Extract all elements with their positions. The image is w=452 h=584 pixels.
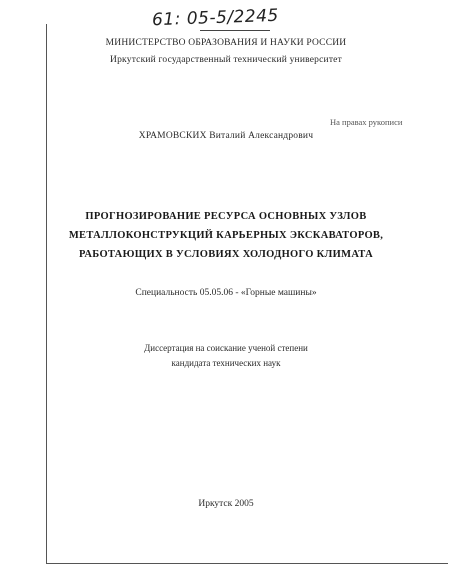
dissertation-line-1: Диссертация на соискание ученой степени	[144, 343, 308, 353]
stamp-underline	[200, 30, 270, 31]
scan-border-bottom	[46, 563, 448, 564]
ministry-heading: МИНИСТЕРСТВО ОБРАЗОВАНИЯ И НАУКИ РОССИИ	[105, 38, 347, 48]
title-line-2: МЕТАЛЛОКОНСТРУКЦИЙ КАРЬЕРНЫХ ЭКСКАВАТОРОВ,	[68, 230, 384, 241]
city-year: Иркутск 2005	[198, 499, 254, 509]
specialty-line: Специальность 05.05.06 - «Горные машины»	[135, 288, 317, 298]
manuscript-note: На правах рукописи	[330, 117, 403, 127]
library-stamp: 61: 05-5/2245	[151, 5, 280, 31]
university-heading: Иркутский государственный технический университет	[110, 55, 342, 65]
title-line-1: ПРОГНОЗИРОВАНИЕ РЕСУРСА ОСНОВНЫХ УЗЛОВ	[85, 211, 367, 222]
dissertation-line-2: кандидата технических наук	[171, 358, 281, 368]
author-name: ХРАМОВСКИХ Виталий Александрович	[138, 131, 314, 141]
title-line-3: РАБОТАЮЩИХ В УСЛОВИЯХ ХОЛОДНОГО КЛИМАТА	[79, 249, 373, 260]
